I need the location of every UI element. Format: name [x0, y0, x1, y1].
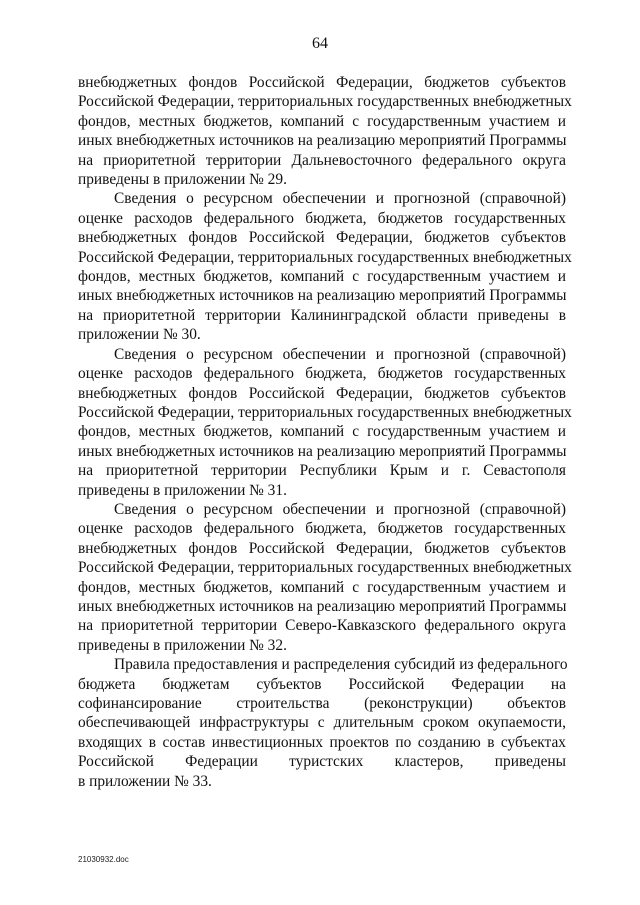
text-line: фондов, местных бюджетов, компаний с государственным участием и [78, 578, 566, 596]
text-line: Российской Федерации, территориальных государственных внебюджетных [78, 248, 572, 266]
text-line: приведены в приложении № 32. [78, 636, 287, 654]
text-line: Сведения о ресурсном обеспечении и прогнозной (справочной) [114, 500, 566, 518]
text-line: приведены в приложении № 29. [78, 171, 287, 189]
text-line: софинансирование строительства (реконструкции) объектов [78, 695, 566, 712]
text-line: Правила предоставления и распределения субсидий из федерального [114, 656, 568, 674]
text-line: фондов, местных бюджетов, компаний с государственным участием и [78, 268, 566, 286]
text-line: Российской Федерации, территориальных государственных внебюджетных [78, 559, 572, 577]
text-line: входящих в состав инвестиционных проектов по созданию в субъектах [78, 733, 566, 751]
text-line: в приложении № 33. [78, 772, 212, 790]
text-line: Сведения о ресурсном обеспечении и прогнозной (справочной) [114, 345, 566, 363]
text-line: обеспечивающей инфраструктуры с длительным сроком окупаемости, [78, 714, 566, 732]
paragraph-2 [78, 189, 572, 344]
page-number: 64 [312, 35, 328, 52]
paragraph-5 [78, 655, 566, 791]
text-line: приложении № 30. [78, 326, 201, 344]
text-line: Российской Федерации, территориальных государственных внебюджетных [78, 93, 572, 111]
text-line: на приоритетной территории Калининградской области приведены в [78, 306, 566, 324]
text-line: Российской Федерации, территориальных государственных внебюджетных [78, 403, 572, 421]
text-line: внебюджетных фондов Российской Федерации, бюджетов субъектов [78, 539, 566, 557]
text-line: бюджета бюджетам субъектов Российской Федерации на [78, 675, 566, 693]
text-line: фондов, местных бюджетов, компаний с государственным участием и [78, 423, 566, 441]
footer-document-code: 21030932.doc [78, 855, 129, 864]
paragraph-3 [78, 345, 572, 500]
text-line: иных внебюджетных источников на реализацию мероприятий Программы [78, 287, 567, 305]
text-line: Сведения о ресурсном обеспечении и прогнозной (справочной) [114, 190, 566, 208]
text-line: внебюджетных фондов Российской Федерации, бюджетов субъектов [78, 74, 566, 91]
text-line: иных внебюджетных источников на реализацию мероприятий Программы [78, 132, 567, 150]
paragraph-1 [78, 73, 572, 189]
text-line: иных внебюджетных источников на реализацию мероприятий Программы [78, 442, 567, 460]
text-line: на приоритетной территории Дальневосточного федерального округа [78, 151, 566, 169]
text-line: приведены в приложении № 31. [78, 481, 287, 499]
text-line: оценке расходов федерального бюджета, бюджетов государственных [78, 520, 566, 538]
text-line: оценке расходов федерального бюджета, бюджетов государственных [78, 209, 566, 227]
text-line: фондов, местных бюджетов, компаний с государственным участием и [78, 112, 566, 130]
document-body [78, 73, 572, 791]
text-line: на приоритетной территории Северо-Кавказского федерального округа [78, 617, 566, 635]
text-line: оценке расходов федерального бюджета, бюджетов государственных [78, 365, 566, 383]
text-line: Российской Федерации туристских кластеров, приведены [78, 753, 566, 771]
paragraph-4 [78, 500, 572, 655]
text-line: иных внебюджетных источников на реализацию мероприятий Программы [78, 597, 567, 615]
text-line: внебюджетных фондов Российской Федерации, бюджетов субъектов [78, 384, 566, 402]
text-line: внебюджетных фондов Российской Федерации, бюджетов субъектов [78, 229, 566, 247]
text-line: на приоритетной территории Республики Крым и г. Севастополя [78, 462, 566, 480]
